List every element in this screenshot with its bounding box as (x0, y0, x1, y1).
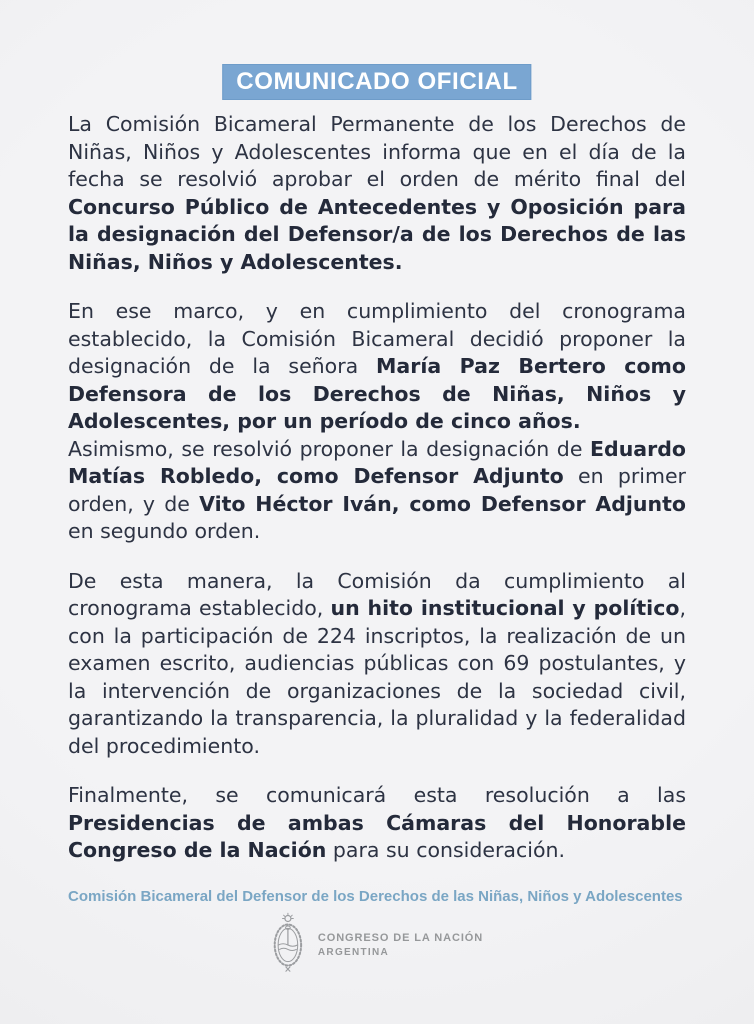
body-text: Finalmente, se comunicará esta resolución a las (68, 783, 686, 807)
bold-text-concurso: Concurso Público de Antecedentes y Oposición para la designación del Defensor/a de los Derechos de las Niñas, Niños y Adolescentes. (68, 194, 686, 274)
body-text: La Comisión Bicameral Permanente de los Derechos de Niñas, Niños y Adolescentes informa que en el día de la fecha se resolvió aprobar el orden de mérito final del (68, 112, 686, 191)
body-text: en segundo orden. (68, 519, 261, 543)
bold-text-adjunto-1: Eduardo Matías Robledo, como Defensor Adjunto (68, 436, 686, 488)
body-text: en primer orden, y de (68, 464, 686, 516)
body-text: , con la participación de 224 inscriptos, la realización de un examen escrito, audiencias públicas con 69 postulantes, y la intervención de organizaciones de la sociedad civil, garantizando la transparencia, la pluralidad y la federalidad del procedimiento. (68, 596, 686, 758)
body-text: En ese marco, y en cumplimiento del cronograma establecido, la Comisión Bicameral decidió proponer la designación de la señora (68, 299, 686, 378)
logo-org-name: CONGRESO DE LA NACIÓN (317, 931, 484, 944)
bold-text-hito: un hito institucional y político (330, 596, 680, 620)
communique-body (68, 111, 686, 906)
paragraph-opening (68, 111, 686, 276)
official-communique-badge: COMUNICADO OFICIAL (222, 64, 531, 100)
body-text: para su consideración. (326, 838, 566, 862)
congress-logo (271, 912, 483, 978)
escudo-argentina-icon (271, 912, 305, 978)
logo-country: ARGENTINA (317, 946, 390, 958)
congress-logo-text (318, 932, 483, 959)
bold-text-defensora: María Paz Bertero como Defensora de los Derechos de Niñas, Niños y Adolescentes, por un período de cinco años. (68, 354, 686, 433)
body-text: De esta manera, la Comisión da cumplimiento al cronograma establecido, (68, 568, 686, 620)
bold-text-adjunto-2: Vito Héctor Iván, como Defensor Adjunto (199, 491, 686, 516)
signature-line: Comisión Bicameral del Defensor de los Derechos de las Niñas, Niños y Adolescentes (68, 887, 683, 905)
body-text: Asimismo, se resolvió proponer la designación de (68, 436, 591, 461)
paragraph-closing (68, 782, 686, 865)
paragraph-designations (68, 298, 686, 546)
paragraph-process (68, 568, 686, 761)
bold-text-presidencias: Presidencias de ambas Cámaras del Honorable Congreso de la Nación (68, 810, 686, 862)
